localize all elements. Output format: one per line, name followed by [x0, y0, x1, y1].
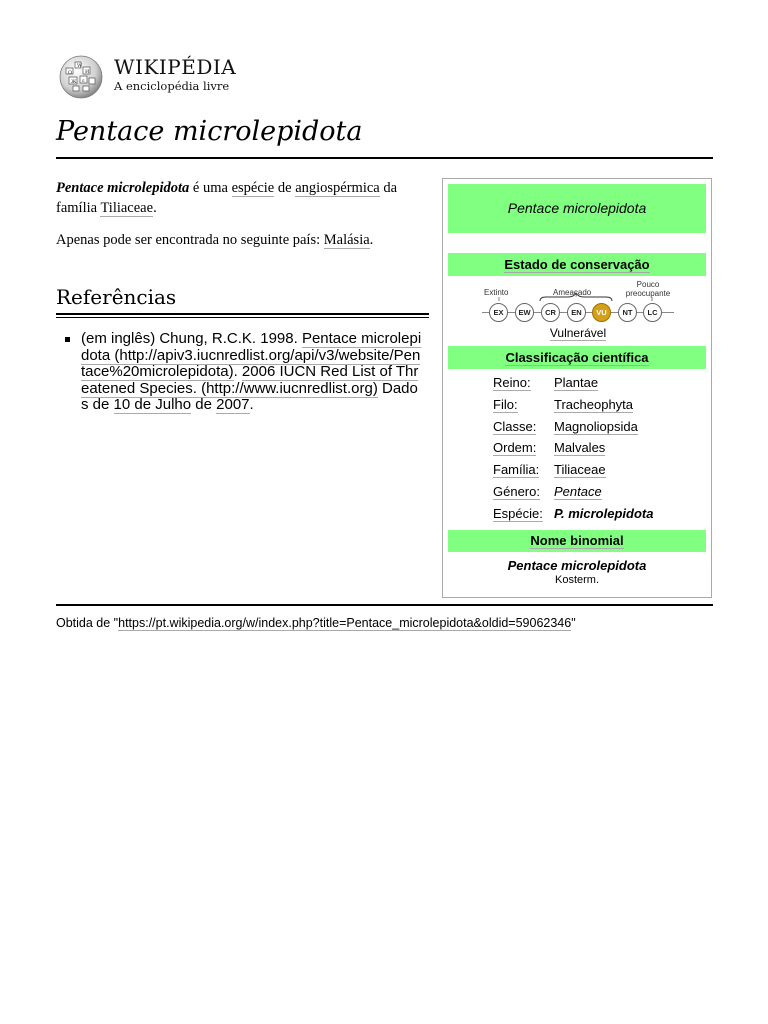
- wikipedia-tagline: A enciclopédia livre: [114, 79, 230, 93]
- link-tiliaceae[interactable]: Tiliaceae: [100, 200, 154, 216]
- wikipedia-globe-icon: [56, 53, 104, 99]
- taxonomy-table: [493, 375, 703, 528]
- link-especie[interactable]: espécie: [231, 180, 275, 196]
- binomial-author: Kosterm.: [554, 574, 599, 586]
- status-label-link[interactable]: Vulnerável: [549, 326, 607, 340]
- rank-link[interactable]: Espécie:: [493, 505, 543, 521]
- list-item: [64, 331, 424, 414]
- conservation-heading-link[interactable]: Estado de conservação: [504, 257, 650, 272]
- reference-text: (em inglês) Chung, R.C.K. 1998.: [81, 330, 302, 347]
- rank-value-link[interactable]: Plantae: [554, 375, 599, 390]
- country-text: Apenas pode ser encontrada no seguinte país:: [56, 232, 324, 248]
- rank-value-link[interactable]: Tracheophyta: [554, 396, 634, 412]
- retrieved-from: [56, 616, 716, 630]
- rank-label[interactable]: [493, 375, 531, 390]
- svg-text:И: И: [85, 69, 90, 75]
- taxonomy-row-reino: [493, 375, 703, 397]
- svg-text:ε: ε: [82, 78, 85, 84]
- references-heading: Referências: [56, 285, 177, 309]
- rank-value-link[interactable]: Malvales: [554, 440, 606, 456]
- svg-text:W: W: [77, 63, 83, 69]
- rank-link[interactable]: Classe:: [493, 418, 537, 434]
- species-value: P. microlepidota: [554, 505, 654, 521]
- taxonomy-row-genero: [493, 484, 703, 506]
- link-malasia[interactable]: Malásia: [323, 232, 370, 248]
- scale-brackets: [478, 282, 678, 304]
- rank-value[interactable]: [554, 462, 606, 477]
- rank-value[interactable]: [554, 375, 598, 390]
- title-divider: [56, 157, 713, 159]
- rank-link[interactable]: Género:: [493, 483, 540, 499]
- link-pentace-iucn[interactable]: Pentace microlepidota (http://apiv3.iucnredlist.org/api/v3/website/Pentace%20microlepidota): [81, 330, 422, 380]
- svg-text:Ω: Ω: [68, 70, 73, 76]
- rank-value-link[interactable]: Pentace: [554, 483, 602, 499]
- status-lc: LC: [643, 303, 662, 322]
- status-label[interactable]: [478, 326, 678, 340]
- rank-label[interactable]: [493, 462, 539, 477]
- classification-heading[interactable]: [448, 346, 706, 369]
- link-angiospermica[interactable]: angiospérmica: [295, 180, 380, 196]
- reference-text: Dados de: [81, 379, 418, 413]
- taxobox-title-text: Pentace microlepidota: [507, 200, 647, 216]
- wikipedia-wordmark: WIKIPÉDIA: [114, 55, 237, 79]
- status-ex: EX: [489, 303, 508, 322]
- taxonomy-row-familia: [493, 462, 703, 484]
- references-divider: [56, 313, 429, 318]
- status-vu: VU: [592, 303, 611, 322]
- status-en: EN: [567, 303, 586, 322]
- rank-value[interactable]: [554, 484, 602, 499]
- taxonomy-row-ordem: [493, 440, 703, 462]
- link-date[interactable]: 10 de Julho: [113, 396, 192, 413]
- conservation-status-scale[interactable]: [478, 282, 678, 342]
- intro-text: da família: [56, 180, 398, 216]
- taxobox-title: [448, 184, 706, 233]
- footer-text: Obtida de ": [56, 616, 119, 630]
- rank-label[interactable]: [493, 419, 536, 434]
- label-least-concern: Pouco preocupante: [625, 280, 671, 298]
- rank-link[interactable]: Ordem:: [493, 440, 537, 456]
- link-year[interactable]: 2007: [216, 396, 250, 413]
- classification-heading-link[interactable]: Classificação científica: [505, 350, 649, 365]
- intro-text: é uma: [189, 180, 232, 196]
- binomial-heading-link[interactable]: Nome binomial: [530, 533, 624, 548]
- link-iucn-red-list[interactable]: 2006 IUCN Red List of Threatened Species. (http://www.iucnredlist.org): [81, 363, 419, 397]
- rank-value[interactable]: [554, 419, 638, 434]
- binomial-name: Pentace microlepidota: [507, 558, 647, 573]
- rank-label[interactable]: [493, 506, 543, 521]
- svg-text:Ж: Ж: [71, 79, 77, 85]
- intro-paragraph: [56, 178, 431, 218]
- references-list: [64, 331, 424, 414]
- footer-text: ": [571, 616, 576, 630]
- intro-text: .: [153, 200, 157, 216]
- rank-value: [554, 506, 653, 521]
- status-cr: CR: [541, 303, 560, 322]
- status-nt: NT: [618, 303, 637, 322]
- binomial-heading[interactable]: [448, 530, 706, 552]
- taxonomy-row-filo: [493, 397, 703, 419]
- rank-label[interactable]: [493, 484, 540, 499]
- rank-link[interactable]: Família:: [493, 462, 540, 478]
- footer-permalink[interactable]: https://pt.wikipedia.org/w/index.php?title=Pentace_microlepidota&oldid=59062346: [118, 616, 572, 630]
- reference-text: .: [233, 363, 242, 380]
- rank-value[interactable]: [554, 397, 633, 412]
- reference-text: de: [191, 396, 217, 413]
- rank-value-link[interactable]: Tiliaceae: [554, 462, 606, 478]
- country-text: .: [369, 232, 374, 248]
- label-threatened: Ameaçado: [553, 288, 592, 297]
- wikipedia-logo[interactable]: [56, 53, 256, 101]
- taxonomy-row-classe: [493, 419, 703, 441]
- rank-link[interactable]: Reino:: [493, 375, 531, 390]
- rank-label[interactable]: [493, 397, 518, 412]
- rank-link[interactable]: Filo:: [493, 396, 518, 412]
- rank-label[interactable]: [493, 440, 536, 455]
- reference-text: .: [249, 396, 254, 413]
- taxonomy-row-especie: [493, 506, 703, 528]
- intro-species-name: Pentace microlepidota: [56, 180, 190, 196]
- label-extinct: Extinto: [484, 288, 509, 297]
- page-title: Pentace microlepidota: [56, 116, 363, 147]
- footer-divider: [56, 604, 713, 606]
- taxobox: [442, 178, 712, 598]
- country-paragraph: [56, 230, 431, 250]
- conservation-heading[interactable]: [448, 253, 706, 276]
- rank-value-link[interactable]: Magnoliopsida: [554, 418, 638, 434]
- status-ew: EW: [515, 303, 534, 322]
- rank-value[interactable]: [554, 440, 605, 455]
- intro-text: de: [274, 180, 296, 196]
